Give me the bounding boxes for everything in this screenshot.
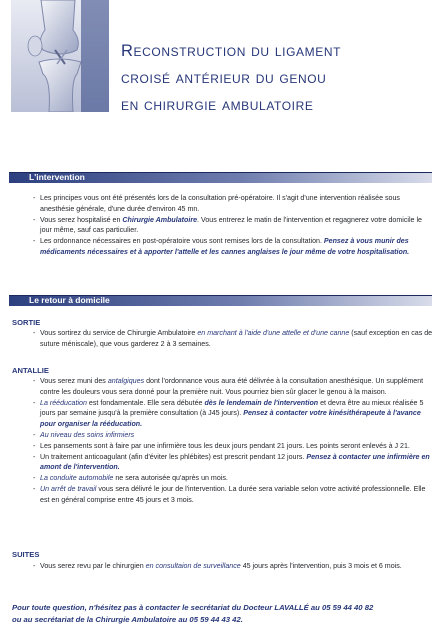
item-text: est fondamentale. Elle sera débutée	[86, 398, 205, 407]
list-item	[33, 215, 433, 237]
item-text: Vous sortirez du service de Chirurgie Ambulatoire	[40, 329, 198, 337]
item-text: Vous serez muni des	[40, 377, 108, 385]
item-emphasis: dès le lendemain de l'intervention	[204, 398, 319, 407]
item-text: 45 jours après l'intervention, puis 3 mois et 6 mois.	[240, 562, 402, 570]
list-item	[33, 561, 433, 572]
item-emphasis: antalgiques	[107, 377, 145, 385]
list-item	[33, 452, 433, 474]
item-emphasis: Pensez à contacter votre kinésithérapeute à l'avance pour organiser la rééducation.	[40, 409, 421, 429]
section-heading-retour: Le retour à domicile	[29, 295, 110, 305]
item-text: dont l'ordonnance vous aura été délivrée à la consultation anesthésique. Un supplément contre les douleurs vous sera donné pour la première nuit. Vous pourriez bien sûr glacer le genou à la maison.	[40, 377, 424, 396]
list-item	[33, 328, 433, 350]
item-text: . Vous entrerez le matin de l'intervention et regagnerez votre domicile le jour même, sauf cas particulier.	[40, 215, 422, 235]
item-emphasis: Pensez à contacter une infirmière en amont de l'intervention.	[40, 452, 430, 472]
item-text: Les principes vous ont été présentés lors de la consultation pré-opératoire. Il s'agit d'une intervention réalisée sous anesthésie générale, d'une durée d'environ 45 mn.	[40, 194, 400, 213]
list-item	[33, 376, 433, 398]
item-text: vous sera délivré le jour de l'intervention. La durée sera variable selon votre activité professionnelle. Elle est en général comprise entre 45 jours et 3 mois.	[40, 484, 426, 504]
title-line-2: croisé antérieur du genou	[121, 69, 327, 87]
item-text: ne sera autorisée qu'après un mois.	[113, 474, 228, 483]
knee-joint-illustration	[11, 0, 109, 112]
item-emphasis: La rééducation	[40, 398, 87, 407]
item-text: Un traitement anticoagulant (afin d'éviter les phlébites) est prescrit pendant 12 jours.	[40, 452, 307, 461]
item-emphasis: Chirurgie Ambulatoire	[122, 215, 198, 224]
list-item	[33, 484, 433, 506]
subhead-sortie: SORTIE	[12, 318, 41, 327]
section-bar-intervention	[9, 172, 432, 183]
item-emphasis: en consultaion de surveillance	[145, 562, 241, 570]
item-text: et devra être au mieux réalisée 5 jours par semaine jusqu'à la première consultation (à J45 jours).	[40, 398, 424, 418]
title-line-1: Reconstruction du ligament	[121, 42, 342, 60]
item-emphasis: en marchant à l'aide d'une attelle et d'une canne	[197, 329, 350, 337]
section-heading-intervention: L'intervention	[29, 172, 85, 182]
item-emphasis: La conduite automobile	[40, 474, 114, 483]
title-line-3: en chirurgie ambulatoire	[121, 96, 314, 114]
item-emphasis: Un arrêt de travail	[40, 484, 97, 493]
list-item	[33, 441, 433, 452]
item-text: Les pansements sont à faire par une infirmière tous les deux jours pendant 21 jours. Les points seront enlevés à J 21.	[40, 441, 410, 450]
list-item	[33, 430, 433, 441]
list-item	[33, 193, 433, 215]
footer-line-1: Pour toute question, n'hésitez pas à contacter le secrétariat du Docteur LAVALLÉ au 05 59 44 40 82	[12, 603, 374, 612]
subhead-suites: SUITES	[12, 550, 40, 559]
suites-list	[33, 561, 433, 572]
item-text: Les ordonnance nécessaires en post-opératoire vous sont remises lors de la consultation.	[40, 237, 324, 246]
sortie-list	[33, 328, 433, 350]
item-emphasis: Au niveau des soins infirmiers	[40, 430, 135, 439]
item-emphasis: Pensez à vous munir des médicaments nécessaires et à apporter l'attelle et les cannes anglaises le jour même de votre hospitalisation.	[40, 237, 410, 256]
header	[0, 0, 443, 150]
item-text: (sauf exception en cas de suture méniscale), que vous garderez 2 à 3 semaines.	[40, 329, 433, 348]
list-item	[33, 236, 433, 258]
contact-footer	[12, 602, 437, 625]
footer-line-2: ou au secrétariat de la Chirurgie Ambulatoire au 05 59 44 43 42.	[12, 614, 243, 624]
antallie-list	[33, 376, 433, 506]
subhead-antallie: ANTALLIE	[12, 366, 49, 375]
intervention-list	[33, 193, 433, 258]
item-text: Vous serez revu par le chirurgien	[40, 562, 146, 570]
item-text: Vous serez hospitalisé en	[40, 215, 123, 224]
page-title	[121, 38, 441, 119]
section-bar-retour	[9, 295, 432, 306]
list-item	[33, 473, 433, 484]
list-item	[33, 398, 433, 430]
